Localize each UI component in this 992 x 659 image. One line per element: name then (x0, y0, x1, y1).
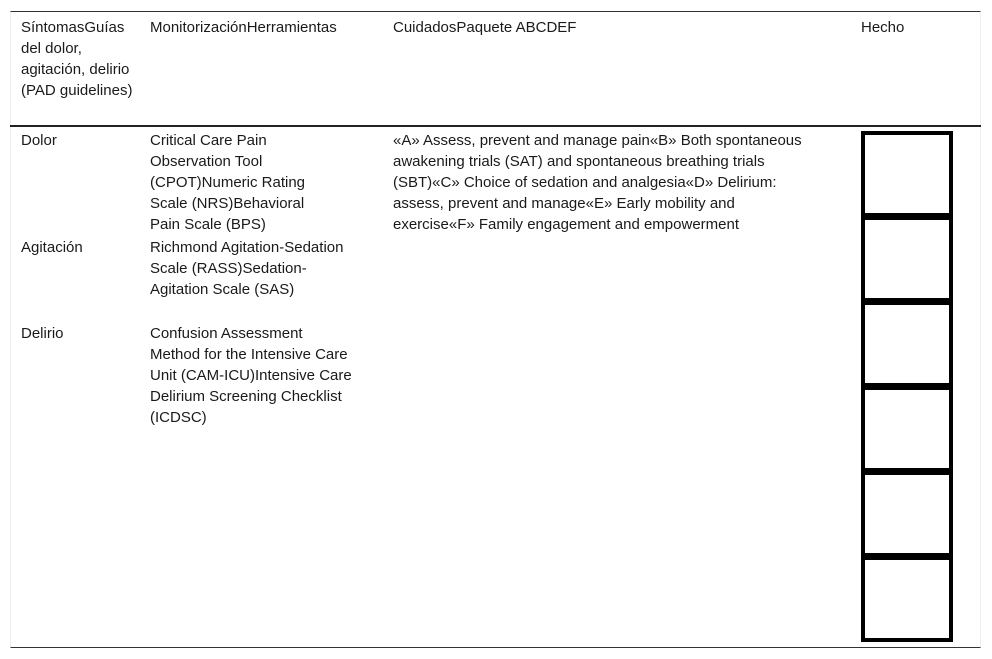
tools-delirium: Confusion Assessment Method for the Intensive Care Unit (CAM-ICU)Intensive Care Delirium Screening Checklist (ICDSC) (150, 325, 352, 426)
done-checkbox-a[interactable] (861, 131, 953, 217)
symptom-delirium: Delirio (21, 325, 64, 342)
header-done: Hecho (861, 19, 905, 36)
symptom-pain: Dolor (21, 132, 57, 149)
tools-agitation: Richmond Agitation-Sedation Scale (RASS)Sedation-Agitation Scale (SAS) (150, 239, 344, 298)
done-checkbox-e[interactable] (861, 471, 953, 557)
symptom-agitation: Agitación (21, 239, 83, 256)
care-bundle-text: «A» Assess, prevent and manage pain«B» Both spontaneous awakening trials (SAT) and spontaneous breathing trials (SBT)«C» Choice of sedation and analgesia«D» Delirium: assess, prevent and manage«E» Early mobility and exercise«F» Family engagement and empowerment (393, 132, 802, 233)
tools-pain: Critical Care Pain Observation Tool (CPOT)Numeric Rating Scale (NRS)Behavioral Pain Scale (BPS) (150, 132, 306, 233)
done-checkbox-f[interactable] (861, 556, 953, 642)
done-checkbox-d[interactable] (861, 386, 953, 472)
done-checkbox-c[interactable] (861, 301, 953, 387)
header-symptoms: SíntomasGuías del dolor, agitación, delirio (PAD guidelines) (21, 19, 133, 99)
header-divider (10, 125, 981, 127)
header-care: CuidadosPaquete ABCDEF (393, 19, 577, 36)
header-monitoring: MonitorizaciónHerramientas (150, 19, 337, 36)
done-checkbox-b[interactable] (861, 216, 953, 302)
